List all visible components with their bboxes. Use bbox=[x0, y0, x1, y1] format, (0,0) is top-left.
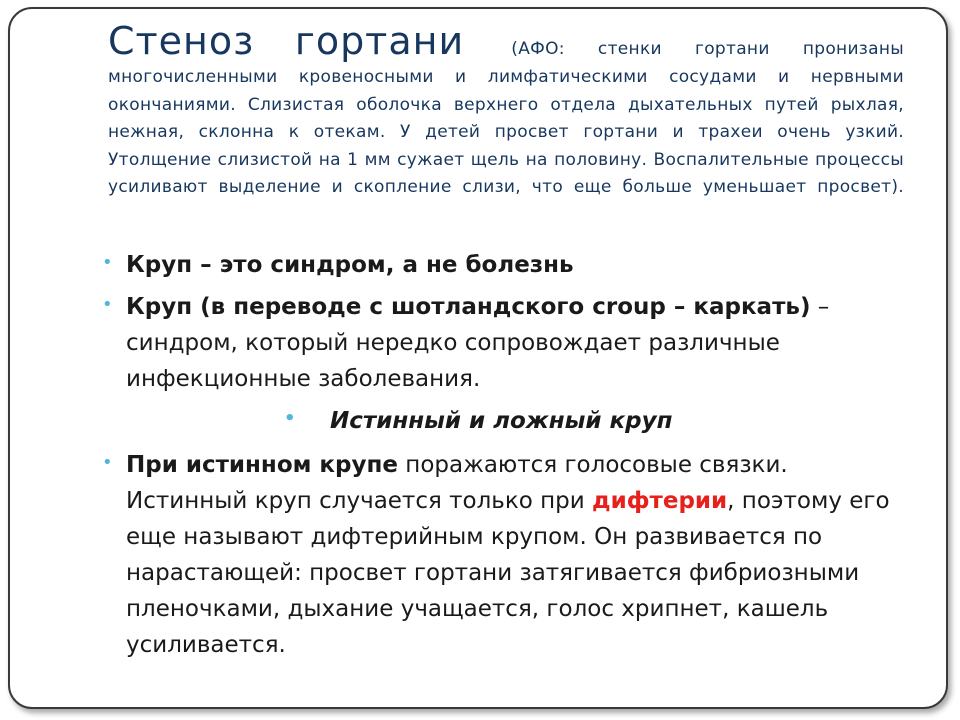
bullet-text: поражаются голосовые связки. Истинный круп случается только при bbox=[126, 452, 788, 514]
slide-header bbox=[108, 18, 904, 202]
bullet-icon: • bbox=[102, 452, 113, 473]
bullet-text: – синдром, который нередко сопровождает различные инфекционные заболевания. bbox=[126, 294, 830, 392]
highlight-text: дифтерии bbox=[592, 488, 728, 514]
bullet-icon: • bbox=[102, 294, 113, 315]
list-item bbox=[100, 447, 900, 663]
bullet-bold-text: Круп (в переводе с шотландского croup – каркать) bbox=[126, 294, 811, 320]
bullet-text-continued: , поэтому его еще называют дифтерийным крупом. Он развивается по нарастающей: просвет гортани затягивается фибриозными пленочками, дыхание учащается, голос хрипнет, кашель усиливается. bbox=[126, 488, 890, 658]
subheading bbox=[100, 403, 900, 439]
anatomy-note: (АФО: стенки гортани пронизаны многочисленными кровеносными и лимфатическими сосудами и нервными окончаниями. Слизистая оболочка верхнего отдела дыхательных путей рыхлая, нежная, склонна к отекам. У детей просвет гортани и трахеи очень узкий. Утолщение слизистой на 1 мм сужает щель на половину. Воспалительные процессы усиливают выделение и скопление слизи, что еще больше уменьшает просвет). bbox=[108, 39, 904, 197]
bullet-icon: • bbox=[284, 408, 296, 429]
list-item bbox=[100, 289, 900, 397]
bullet-bold-text: При истинном крупе bbox=[126, 452, 398, 478]
bullet-text: Круп – это синдром, а не болезнь bbox=[126, 252, 574, 278]
bullet-list bbox=[100, 247, 900, 669]
list-item bbox=[100, 247, 900, 283]
slide-title: Стеноз гортани bbox=[108, 19, 465, 63]
bullet-icon: • bbox=[102, 252, 113, 273]
subheading-text: Истинный и ложный круп bbox=[330, 408, 673, 434]
